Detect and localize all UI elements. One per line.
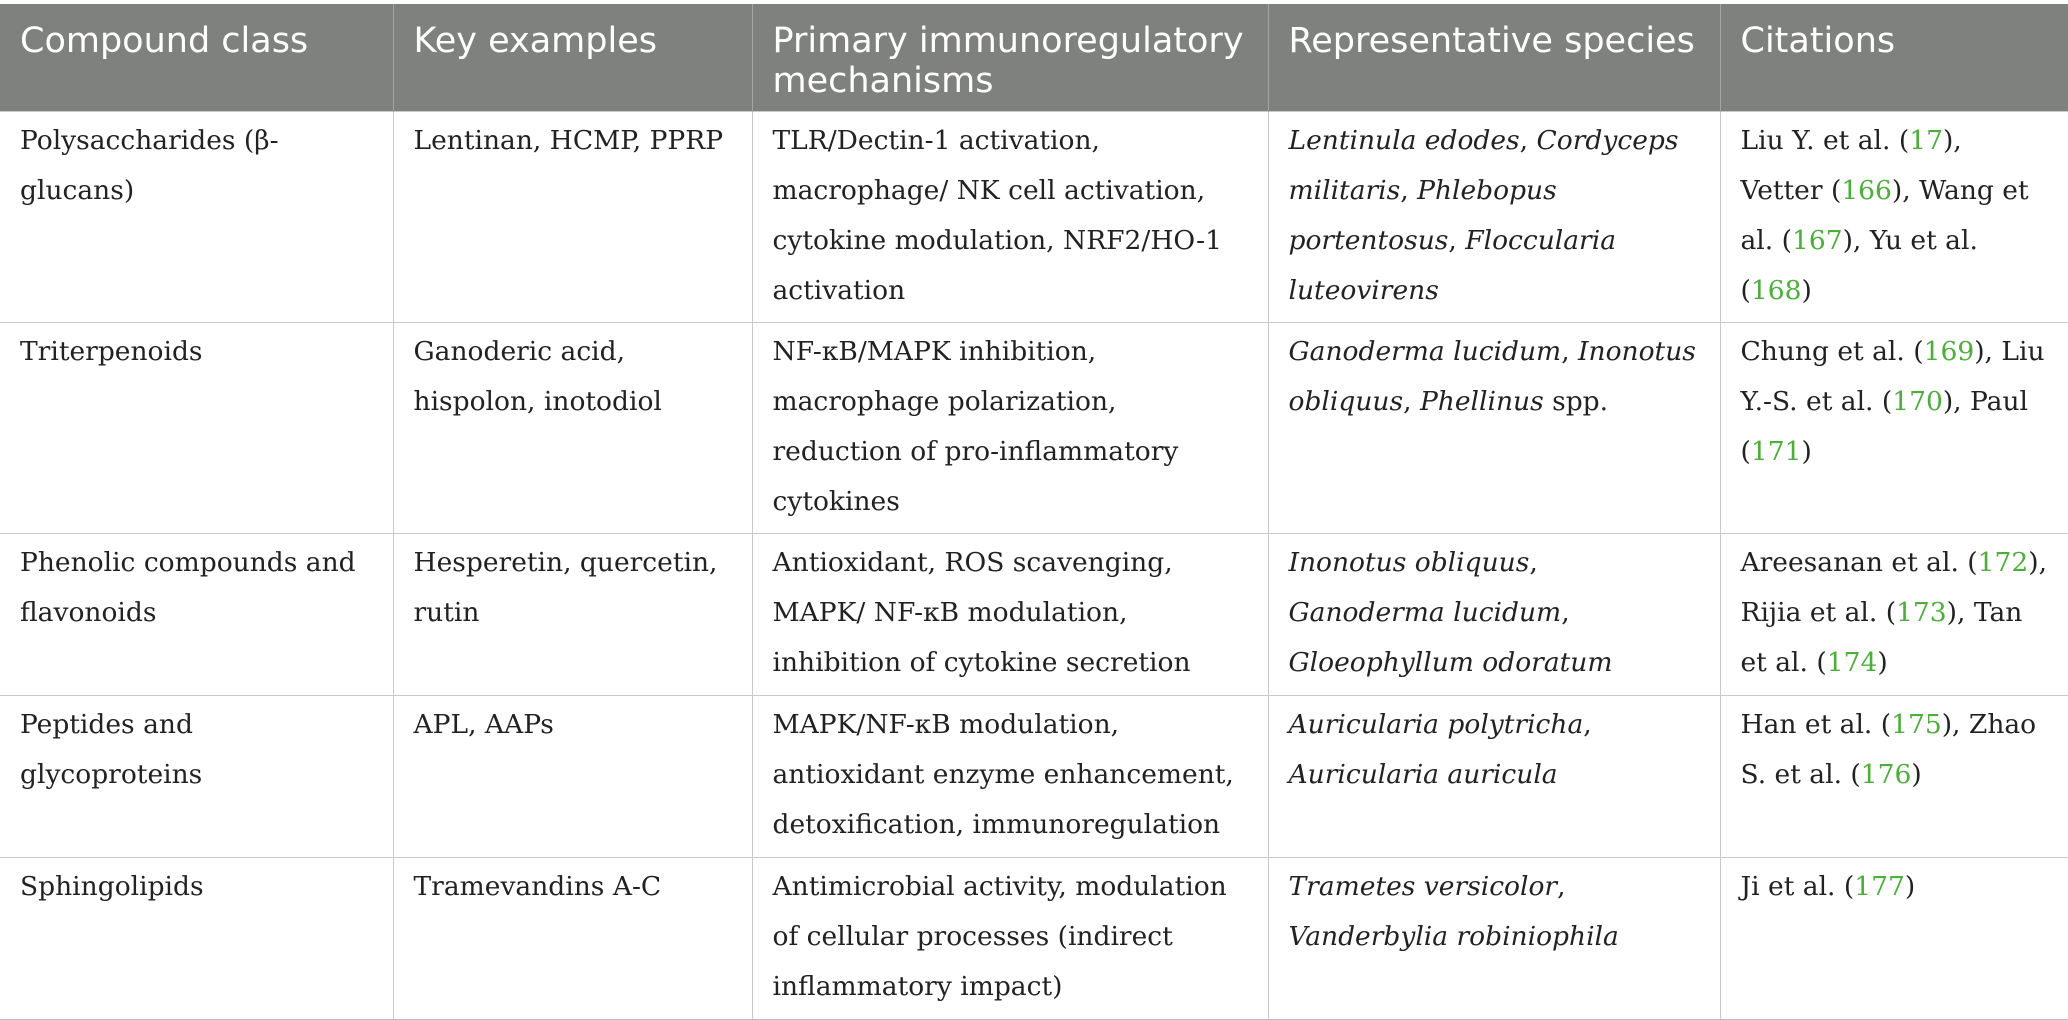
citation-link[interactable]: 174: [1826, 647, 1878, 678]
species-separator: ,: [1529, 547, 1538, 578]
species-name: Lentinula edodes: [1288, 125, 1520, 156]
cell-compound-class: Phenolic compounds and flavonoids: [0, 534, 393, 696]
citation-close: ),: [1842, 225, 1870, 256]
cell-key-examples: Hesperetin, quercetin, rutin: [393, 534, 752, 696]
species-separator: spp.: [1543, 386, 1609, 417]
species-name: Phellinus: [1419, 386, 1544, 417]
cell-mechanisms: Antimicrobial activity, modulation of cellular processes (indirect inflammatory impact): [752, 858, 1268, 1020]
citation-author: Yu et al. (: [1740, 225, 1978, 306]
species-separator: ,: [1519, 125, 1537, 156]
citation-close: ),: [1946, 597, 1974, 628]
cell-compound-class: Polysaccharides (β-glucans): [0, 112, 393, 323]
cell-mechanisms: TLR/Dectin-1 activation, macrophage/ NK cell activation, cytokine modulation, NRF2/HO-1 activation: [752, 112, 1268, 323]
species-name: Floccularia luteovirens: [1288, 225, 1617, 306]
header-compound-class: Compound class: [0, 4, 393, 112]
citation-author: Areesanan et al. (: [1740, 547, 1978, 578]
cell-key-examples: Lentinan, HCMP, PPRP: [393, 112, 752, 323]
species-name: Inonotus obliquus: [1288, 336, 1696, 417]
header-species: Representative species: [1268, 4, 1720, 112]
cell-species: [1268, 696, 1720, 858]
header-mechanisms: Primary immunoregulatory mechanisms: [752, 4, 1268, 112]
cell-species: [1268, 323, 1720, 534]
cell-compound-class: Triterpenoids: [0, 323, 393, 534]
citation-author: Chung et al. (: [1740, 336, 1924, 367]
table-row: [0, 858, 2068, 1020]
species-name: Phlebopus portentosus: [1288, 175, 1557, 256]
citation-close: ),: [1974, 336, 2002, 367]
citation-close: ),: [1941, 709, 1969, 740]
cell-species: [1268, 534, 1720, 696]
table-body: [0, 112, 2068, 1020]
cell-citations: [1720, 534, 2068, 696]
citation-author: Rijia et al. (: [1740, 597, 1897, 628]
table-row: [0, 323, 2068, 534]
citation-close: ),: [1891, 175, 1920, 206]
citation-close: ): [1877, 647, 1888, 678]
citation-close: ): [1911, 759, 1922, 790]
species-separator: ,: [1561, 336, 1579, 367]
cell-key-examples: Tramevandins A-C: [393, 858, 752, 1020]
citation-link[interactable]: 17: [1909, 125, 1943, 156]
species-name: Trametes versicolor: [1288, 871, 1558, 902]
citation-link[interactable]: 170: [1892, 386, 1943, 417]
citation-close: ): [1904, 871, 1916, 902]
cell-citations: [1720, 696, 2068, 858]
species-separator: ,: [1583, 709, 1592, 740]
cell-citations: [1720, 112, 2068, 323]
citation-author: Liu Y. et al. (: [1740, 125, 1910, 156]
species-name: Vanderbylia robiniophila: [1288, 921, 1619, 952]
citation-author: Wang et al. (: [1740, 175, 2029, 256]
species-separator: ,: [1561, 597, 1570, 628]
citation-link[interactable]: 173: [1896, 597, 1947, 628]
cell-citations: [1720, 858, 2068, 1020]
table-row: [0, 696, 2068, 858]
citation-author: Tan et al. (: [1740, 597, 2023, 678]
citation-link[interactable]: 166: [1841, 175, 1892, 206]
species-separator: ,: [1403, 386, 1420, 417]
citation-author: Zhao S. et al. (: [1740, 709, 2037, 790]
citation-link[interactable]: 175: [1891, 709, 1942, 740]
species-separator: ,: [1400, 175, 1418, 206]
species-separator: ,: [1557, 871, 1566, 902]
citation-link[interactable]: 172: [1977, 547, 2029, 578]
cell-mechanisms: Antioxidant, ROS scavenging, MAPK/ NF-κB modulation, inhibition of cytokine secretion: [752, 534, 1268, 696]
citation-author: Liu Y.-S. et al. (: [1740, 336, 2045, 417]
citation-author: Han et al. (: [1740, 709, 1892, 740]
citation-author: Vetter (: [1740, 175, 1842, 206]
citation-link[interactable]: 169: [1923, 336, 1975, 367]
citation-link[interactable]: 168: [1750, 275, 1802, 306]
species-name: Gloeophyllum odoratum: [1288, 647, 1613, 678]
cell-key-examples: Ganoderic acid, hispolon, inotodiol: [393, 323, 752, 534]
citation-close: ): [1801, 436, 1812, 467]
cell-species: [1268, 112, 1720, 323]
citation-link[interactable]: 177: [1854, 871, 1905, 902]
cell-citations: [1720, 323, 2068, 534]
species-name: Auricularia polytricha: [1288, 709, 1584, 740]
species-name: Auricularia auricula: [1288, 759, 1558, 790]
citation-author: Paul (: [1740, 386, 2028, 467]
species-separator: ,: [1448, 225, 1466, 256]
table-row: [0, 534, 2068, 696]
citation-link[interactable]: 171: [1750, 436, 1802, 467]
cell-compound-class: Peptides and glycoproteins: [0, 696, 393, 858]
citation-author: Ji et al. (: [1740, 871, 1855, 902]
compound-table: [0, 4, 2068, 1020]
header-key-examples: Key examples: [393, 4, 752, 112]
species-name: Ganoderma lucidum: [1288, 336, 1562, 367]
header-citations: Citations: [1720, 4, 2068, 112]
species-name: Cordyceps militaris: [1288, 125, 1679, 206]
cell-species: [1268, 858, 1720, 1020]
citation-close: ),: [1942, 125, 1962, 156]
cell-mechanisms: MAPK/NF-κB modulation, antioxidant enzyme enhancement, detoxification, immunoregulation: [752, 696, 1268, 858]
citation-link[interactable]: 167: [1791, 225, 1843, 256]
species-name: Inonotus obliquus: [1288, 547, 1530, 578]
cell-key-examples: APL, AAPs: [393, 696, 752, 858]
citation-link[interactable]: 176: [1860, 759, 1912, 790]
table-row: [0, 112, 2068, 323]
cell-compound-class: Sphingolipids: [0, 858, 393, 1020]
species-name: Ganoderma lucidum: [1288, 597, 1562, 628]
header-row: [0, 4, 2068, 112]
citation-close: ): [1801, 275, 1812, 306]
cell-mechanisms: NF-κB/MAPK inhibition, macrophage polarization, reduction of pro-inflammatory cytokines: [752, 323, 1268, 534]
citation-close: ),: [1942, 386, 1971, 417]
citation-close: ),: [2028, 547, 2048, 578]
table-header: [0, 4, 2068, 112]
